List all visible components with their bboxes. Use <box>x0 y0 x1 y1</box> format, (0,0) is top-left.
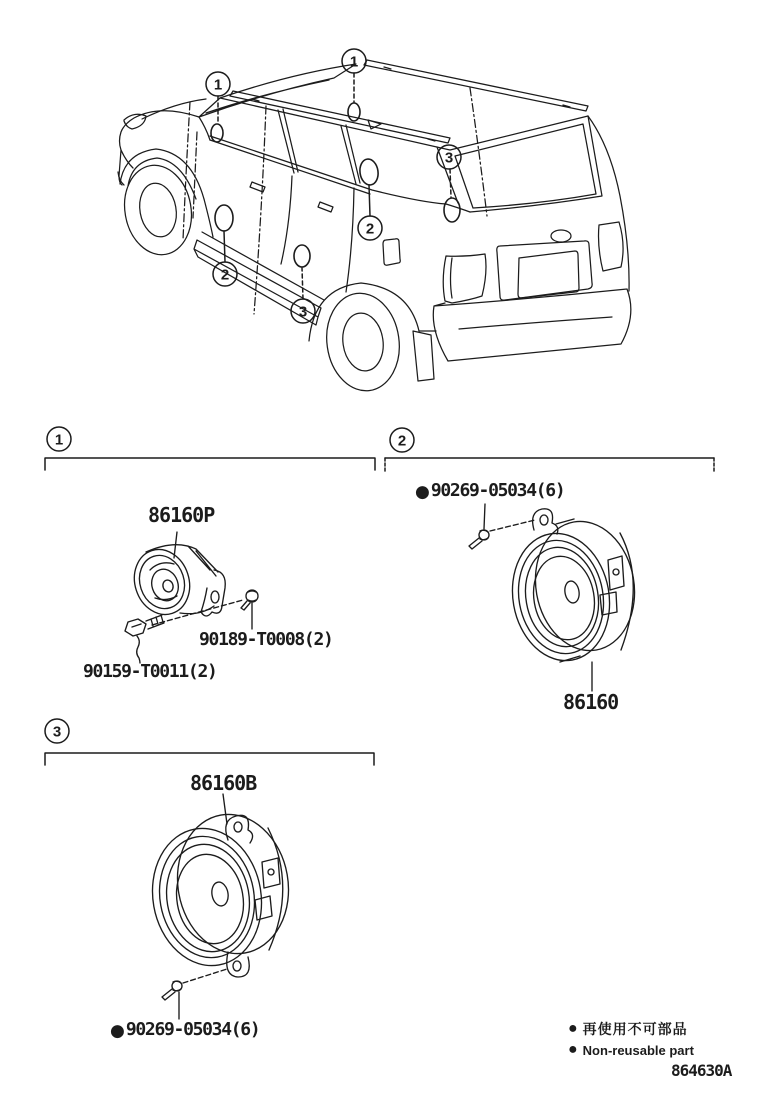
speaker-bottom-tab <box>227 952 250 977</box>
part-label-90269-section2: ●90269-05034(6) <box>415 480 565 502</box>
non-reusable-bullet: ● <box>110 1021 125 1041</box>
non-reusable-bullet: ● <box>568 1041 578 1058</box>
beltline <box>210 136 446 204</box>
speaker-frame-bracket <box>255 858 280 920</box>
body-far-edge <box>588 116 629 291</box>
screw-90189 <box>241 590 258 629</box>
non-reusable-bullet: ● <box>415 482 430 502</box>
part-label-90189: 90189-T0008(2) <box>199 629 333 650</box>
quarter-panel <box>446 204 470 212</box>
rear-wheel <box>321 288 406 395</box>
speaker-pos-roof <box>348 103 360 121</box>
section-number: 3 <box>52 723 62 741</box>
roof-rail-near <box>230 91 450 143</box>
section-3-bracket <box>45 753 374 765</box>
part-label-86160B: 86160B <box>190 771 257 795</box>
windshield <box>199 64 356 117</box>
rear-bumper <box>433 289 631 361</box>
screw-90269-section3 <box>162 981 182 1019</box>
front-wheel <box>118 160 199 260</box>
speaker-pos-front-door <box>358 158 379 186</box>
callout-number: 1 <box>213 76 223 94</box>
rear-wheel-hub <box>339 310 387 373</box>
section-numbers <box>53 432 406 741</box>
rear-door-handle <box>318 202 333 212</box>
non-reusable-bullet: ● <box>568 1020 578 1037</box>
c-pillar <box>341 125 360 184</box>
speaker-pos-front-rocker <box>215 205 233 231</box>
headlight <box>124 114 146 129</box>
section-brackets <box>45 427 714 765</box>
tweeter-bracket <box>201 570 225 616</box>
callout-number: 2 <box>220 266 230 284</box>
screw-90269-section2 <box>469 504 489 549</box>
speaker-top-tab-hole <box>540 515 548 525</box>
taillight-far <box>599 222 624 271</box>
rear-wheel-arch <box>309 283 419 341</box>
door-speaker-drawing <box>469 504 645 691</box>
part-label-90269-section3: ●90269-05034(6) <box>110 1019 260 1041</box>
mud-flap <box>413 331 436 381</box>
section-number: 2 <box>397 432 407 450</box>
part-label-90159: 90159-T0011(2) <box>83 661 217 682</box>
callout-number: 3 <box>298 303 308 321</box>
bolt-90159 <box>125 615 164 663</box>
callout-number: 1 <box>349 53 359 71</box>
part-label-86160P: 86160P <box>148 503 215 527</box>
front-lower-body <box>119 150 213 237</box>
legend <box>568 1019 694 1058</box>
part-label-86160: 86160 <box>563 690 619 714</box>
section-1-bracket <box>45 458 375 470</box>
legend-text-en: Non-reusable part <box>582 1042 694 1058</box>
speaker-pos-rear-quarter <box>444 198 460 222</box>
callout-number: 3 <box>444 149 454 167</box>
rear-door-seam <box>346 188 354 292</box>
front-door-seam <box>281 176 292 264</box>
fuel-door <box>383 239 400 265</box>
legend-row-en <box>568 1042 694 1058</box>
roof-rail-far <box>364 60 588 111</box>
speaker-top-tab <box>533 509 558 534</box>
legend-row-ja <box>568 1019 694 1039</box>
speaker-center-hole <box>563 580 581 604</box>
figure-code: 864630A <box>671 1061 732 1080</box>
speaker-center-hole <box>210 881 230 907</box>
front-wheel-arch <box>120 149 204 199</box>
cowl-line <box>199 117 210 140</box>
speaker-locations <box>211 103 460 267</box>
front-wheel-hub <box>136 180 181 239</box>
callout-number: 2 <box>365 220 375 238</box>
section-number: 1 <box>54 431 64 449</box>
hood <box>118 111 199 185</box>
rear-speaker-drawing <box>142 794 299 1019</box>
speaker-pos-rear-rocker <box>294 245 310 267</box>
tweeter-bracket-hole <box>211 591 219 603</box>
taillight-near <box>443 254 486 303</box>
vehicle-line-drawing <box>118 60 631 396</box>
speaker-pos-cowl <box>211 124 223 142</box>
rear-emblem <box>551 230 571 242</box>
legend-text-ja: 再使用不可部品 <box>582 1021 688 1037</box>
